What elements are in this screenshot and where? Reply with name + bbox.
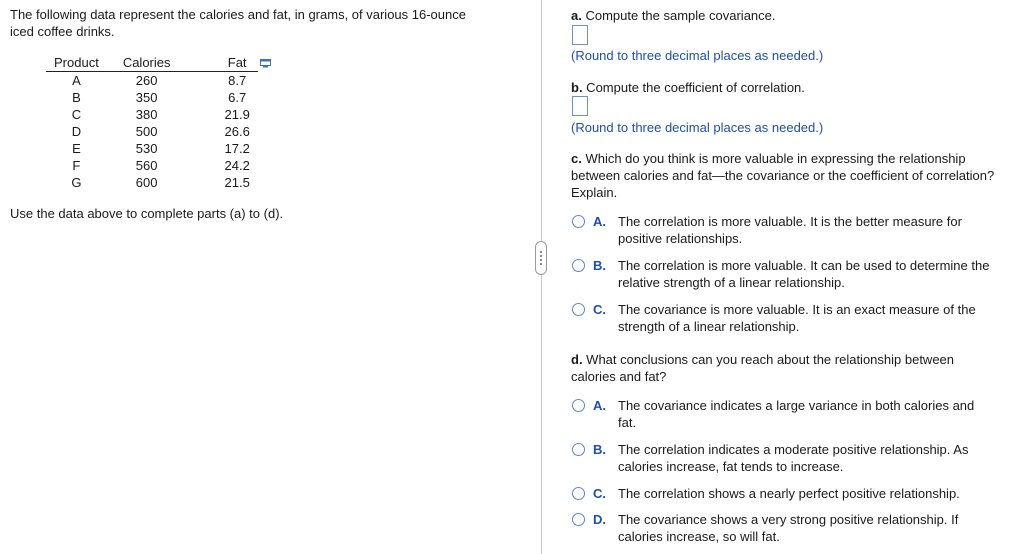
radio-button[interactable] bbox=[572, 487, 585, 500]
cell-product: F bbox=[72, 158, 81, 173]
correlation-answer-input[interactable] bbox=[572, 96, 588, 116]
cell-calories: 530 bbox=[135, 141, 158, 156]
intro-line-1: The following data represent the calories and fat, in grams, of various 16-ounce bbox=[10, 7, 466, 22]
cell-fat: 8.7 bbox=[228, 73, 247, 88]
radio-button[interactable] bbox=[572, 259, 585, 272]
radio-button[interactable] bbox=[572, 303, 585, 316]
part-c-label: c. bbox=[571, 151, 582, 166]
option-text bbox=[618, 397, 1023, 431]
option-letter: B. bbox=[593, 442, 606, 457]
option-line-2: calories increase, fat tends to increase. bbox=[618, 459, 844, 474]
option-letter: C. bbox=[593, 486, 606, 501]
part-d-question bbox=[571, 351, 954, 385]
radio-button[interactable] bbox=[572, 513, 585, 526]
copy-data-icon[interactable] bbox=[260, 59, 271, 68]
option-text bbox=[618, 257, 1023, 291]
option-text bbox=[618, 441, 1023, 475]
option-line-2: relative strength of a linear relationship. bbox=[618, 275, 845, 290]
option-line-2: fat. bbox=[618, 415, 637, 430]
cell-fat: 6.7 bbox=[228, 90, 247, 105]
part-c-line-1: Which do you think is more valuable in expressing the relationship bbox=[581, 151, 966, 166]
part-d-label: d. bbox=[571, 352, 583, 367]
option-line-1: The covariance indicates a large variance in both calories and bbox=[618, 398, 975, 413]
cell-product: D bbox=[71, 124, 82, 139]
cell-calories: 260 bbox=[135, 73, 158, 88]
option-text bbox=[618, 485, 1023, 502]
cell-calories: 560 bbox=[135, 158, 158, 173]
cell-product: B bbox=[72, 90, 81, 105]
part-c-line-3: Explain. bbox=[571, 185, 618, 200]
panel-resize-handle[interactable] bbox=[535, 241, 547, 275]
option-line-1: The correlation is more valuable. It is the better measure for bbox=[618, 214, 962, 229]
cell-fat: 21.5 bbox=[224, 175, 250, 190]
cell-product: G bbox=[71, 175, 82, 190]
option-line-1: The covariance shows a very strong positive relationship. If bbox=[618, 512, 959, 527]
option-line-1: The correlation is more valuable. It can be used to determine the bbox=[618, 258, 990, 273]
cell-fat: 21.9 bbox=[224, 107, 250, 122]
option-letter: C. bbox=[593, 302, 606, 317]
option-letter: A. bbox=[593, 214, 606, 229]
radio-button[interactable] bbox=[572, 215, 585, 228]
cell-calories: 380 bbox=[135, 107, 158, 122]
covariance-answer-input[interactable] bbox=[572, 25, 588, 45]
round-note-a: (Round to three decimal places as needed.) bbox=[571, 48, 824, 63]
option-line-1: The covariance is more valuable. It is an exact measure of the bbox=[618, 302, 976, 317]
cell-fat: 26.6 bbox=[224, 124, 250, 139]
part-c-line-2: between calories and fat—the covariance or the coefficient of correlation? bbox=[571, 168, 995, 183]
cell-fat: 17.2 bbox=[224, 141, 250, 156]
handle-dot bbox=[540, 263, 542, 265]
table-row bbox=[46, 140, 258, 157]
radio-button[interactable] bbox=[572, 399, 585, 412]
part-a-text: Compute the sample covariance. bbox=[581, 8, 776, 23]
option-letter: B. bbox=[593, 258, 606, 273]
option-line-1: The correlation shows a nearly perfect positive relationship. bbox=[618, 486, 960, 501]
header-calories: Calories bbox=[107, 53, 179, 72]
problem-intro bbox=[10, 6, 510, 40]
intro-line-2: iced coffee drinks. bbox=[10, 24, 115, 39]
header-product: Product bbox=[46, 53, 107, 72]
part-b-label: b. bbox=[571, 80, 583, 95]
part-c-question bbox=[571, 150, 994, 201]
part-b-question bbox=[571, 79, 805, 96]
handle-dot bbox=[540, 259, 542, 261]
table-row bbox=[46, 106, 258, 123]
round-note-b: (Round to three decimal places as needed.) bbox=[571, 120, 824, 135]
handle-dot bbox=[540, 255, 542, 257]
data-table bbox=[46, 53, 258, 191]
option-line-2: calories increase, so will fat. bbox=[618, 529, 780, 544]
cell-product: E bbox=[72, 141, 81, 156]
cell-product: A bbox=[72, 73, 81, 88]
cell-calories: 350 bbox=[135, 90, 158, 105]
table-row bbox=[46, 157, 258, 174]
cell-fat: 24.2 bbox=[224, 158, 250, 173]
table-row bbox=[46, 89, 258, 106]
option-text bbox=[618, 511, 1023, 545]
handle-dot bbox=[540, 251, 542, 253]
part-a-label: a. bbox=[571, 8, 582, 23]
cell-product: C bbox=[71, 107, 82, 122]
part-b-text: Compute the coefficient of correlation. bbox=[582, 80, 805, 95]
table-row bbox=[46, 72, 258, 90]
cell-calories: 600 bbox=[135, 175, 158, 190]
part-d-line-1: What conclusions can you reach about the relationship between bbox=[582, 352, 955, 367]
option-line-2: strength of a linear relationship. bbox=[618, 319, 800, 334]
part-d-line-2: calories and fat? bbox=[571, 369, 667, 384]
radio-button[interactable] bbox=[572, 443, 585, 456]
header-fat: Fat bbox=[179, 53, 258, 72]
option-letter: D. bbox=[593, 512, 606, 527]
option-letter: A. bbox=[593, 398, 606, 413]
use-data-instruction: Use the data above to complete parts (a) to (d). bbox=[10, 206, 284, 221]
option-line-2: positive relationships. bbox=[618, 231, 743, 246]
problem-statement-panel bbox=[10, 6, 530, 221]
option-text bbox=[618, 301, 1023, 335]
table-row bbox=[46, 174, 258, 191]
part-a-question bbox=[571, 7, 776, 24]
option-line-1: The correlation indicates a moderate positive relationship. As bbox=[618, 442, 969, 457]
cell-calories: 500 bbox=[135, 124, 158, 139]
table-row bbox=[46, 123, 258, 140]
option-text bbox=[618, 213, 1023, 247]
table-header-row bbox=[46, 53, 258, 72]
panel-divider bbox=[541, 0, 542, 554]
